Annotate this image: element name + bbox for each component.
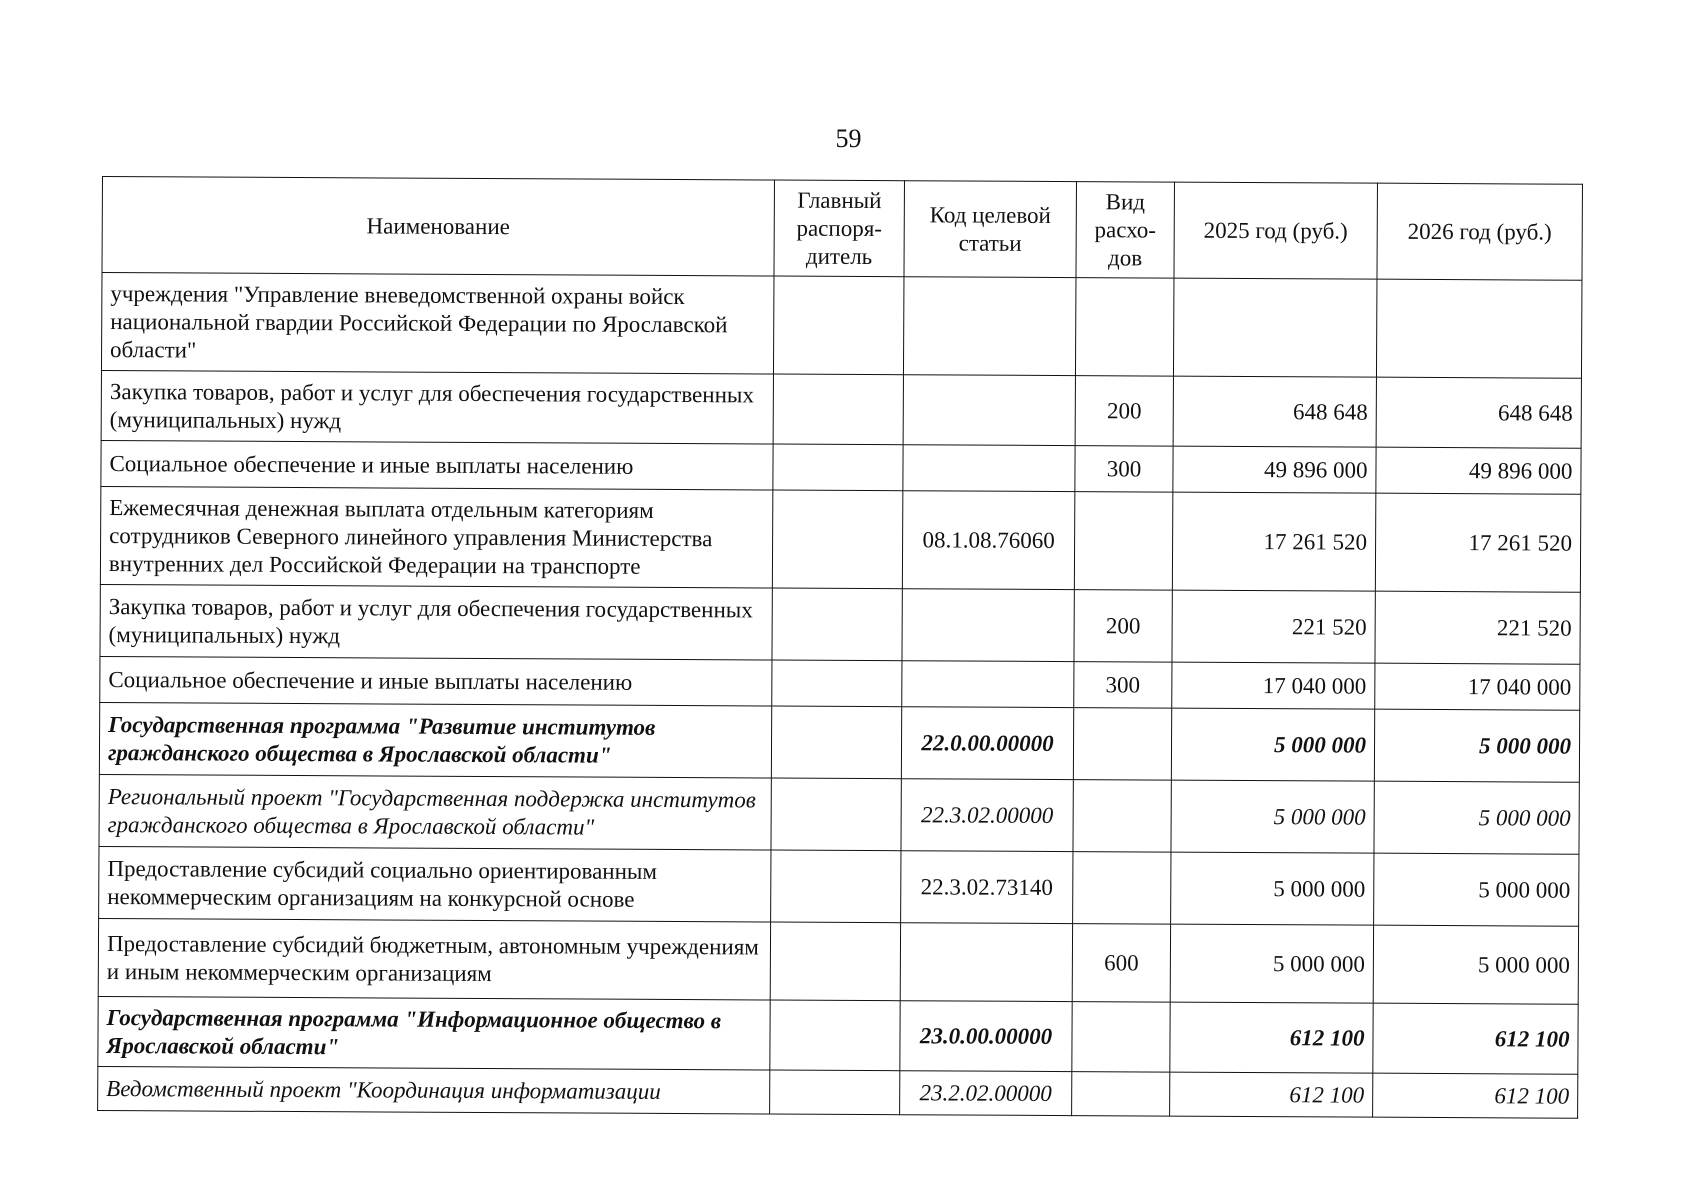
table-row xyxy=(101,273,1581,379)
row-admin xyxy=(772,588,902,661)
table-row xyxy=(98,996,1578,1074)
row-admin xyxy=(771,850,901,923)
row-name: Государственная программа "Информационное общество в Ярославской области" xyxy=(98,996,770,1070)
row-2026: 49 896 000 xyxy=(1376,447,1581,494)
row-2025 xyxy=(1173,278,1377,377)
row-2026: 612 100 xyxy=(1373,1003,1578,1074)
row-2025: 5 000 000 xyxy=(1171,780,1374,853)
row-admin xyxy=(771,778,901,851)
table-row xyxy=(99,846,1579,926)
page-number: 59 xyxy=(835,124,862,153)
row-kind xyxy=(1075,278,1174,377)
header-2026: 2026 год (руб.) xyxy=(1377,183,1582,280)
row-name: Ежемесячная денежная выплата отдельным категориям сотрудников Северного линейного управления Министерства внутренних дел Российской Федерации на транспорте xyxy=(100,486,773,588)
row-name: Предоставление субсидий бюджетным, автономным учреждениям и иным некоммерческим организациям xyxy=(98,918,770,1000)
header-code: Код целевой статьи xyxy=(904,181,1077,278)
header-name: Наименование xyxy=(102,177,774,277)
row-2026: 221 520 xyxy=(1375,591,1580,664)
row-2025: 612 100 xyxy=(1170,1072,1373,1117)
row-2026: 17 261 520 xyxy=(1375,493,1581,592)
row-kind xyxy=(1072,1002,1170,1073)
header-2025: 2025 год (руб.) xyxy=(1174,182,1377,279)
table-header xyxy=(102,177,1582,281)
row-2026: 5 000 000 xyxy=(1374,853,1579,926)
row-admin xyxy=(771,706,901,779)
row-name: учреждения "Управление вневедомственной охраны войск национальной гвардии Российской Федерации по Ярославской области" xyxy=(101,273,774,375)
row-2025: 5 000 000 xyxy=(1171,708,1374,781)
table-row xyxy=(101,440,1581,494)
row-admin xyxy=(773,374,903,445)
row-name: Социальное обеспечение и иные выплаты населению xyxy=(100,656,772,706)
table-row xyxy=(99,702,1579,782)
row-kind xyxy=(1073,708,1171,781)
row-kind xyxy=(1073,780,1171,853)
row-code: 08.1.08.76060 xyxy=(902,491,1075,590)
row-code xyxy=(903,277,1076,376)
row-code: 22.3.02.00000 xyxy=(901,779,1073,852)
row-name: Ведомственный проект "Координация информатизации xyxy=(98,1066,770,1114)
table-row xyxy=(100,486,1580,592)
row-name: Закупка товаров, работ и услуг для обеспечения государственных (муниципальных) нужд xyxy=(101,370,773,444)
row-2026: 648 648 xyxy=(1376,377,1581,448)
budget-table-container xyxy=(97,176,1582,1119)
row-admin xyxy=(772,660,902,707)
row-admin xyxy=(773,444,903,491)
table-row xyxy=(98,918,1578,1004)
row-2026: 5 000 000 xyxy=(1374,709,1579,782)
table-row xyxy=(101,370,1581,448)
row-name: Предоставление субсидий социально ориентированным некоммерческим организациям на конкурсной основе xyxy=(99,846,771,922)
row-kind xyxy=(1072,1072,1170,1117)
row-kind: 200 xyxy=(1075,376,1173,447)
row-name: Государственная программа "Развитие институтов гражданского общества в Ярославской области" xyxy=(99,702,771,778)
row-2025: 17 040 000 xyxy=(1172,662,1375,709)
row-admin xyxy=(773,276,904,375)
row-name: Региональный проект "Государственная поддержка институтов гражданского общества в Ярославской области" xyxy=(99,774,771,850)
table-body xyxy=(98,273,1582,1119)
row-code xyxy=(902,589,1074,662)
row-2026: 17 040 000 xyxy=(1375,663,1580,710)
row-code xyxy=(903,445,1075,492)
row-code xyxy=(902,661,1074,708)
row-code: 23.2.02.00000 xyxy=(900,1071,1072,1116)
row-kind: 200 xyxy=(1074,590,1172,663)
table-row xyxy=(100,656,1580,710)
table-row xyxy=(100,584,1580,664)
row-name: Социальное обеспечение и иные выплаты населению xyxy=(101,440,773,490)
row-2025: 221 520 xyxy=(1172,590,1375,663)
row-2026: 612 100 xyxy=(1373,1073,1578,1118)
row-2025: 612 100 xyxy=(1170,1002,1373,1073)
row-kind: 300 xyxy=(1075,446,1173,493)
row-admin xyxy=(772,490,903,589)
row-kind xyxy=(1074,492,1173,591)
row-kind: 600 xyxy=(1072,924,1170,1003)
row-2026: 5 000 000 xyxy=(1374,781,1579,854)
row-2026 xyxy=(1376,279,1582,378)
row-kind: 300 xyxy=(1074,662,1172,709)
table-row xyxy=(98,1066,1578,1118)
header-admin: Главный распоря-дитель xyxy=(774,180,905,277)
header-kind: Вид расхо-дов xyxy=(1076,182,1175,279)
row-code: 22.0.00.00000 xyxy=(901,707,1073,780)
row-admin xyxy=(770,1000,900,1071)
row-code: 22.3.02.73140 xyxy=(901,851,1073,924)
row-2026: 5 000 000 xyxy=(1373,925,1578,1004)
row-2025: 49 896 000 xyxy=(1173,446,1376,493)
table-row xyxy=(99,774,1579,854)
row-code xyxy=(900,923,1072,1002)
row-kind xyxy=(1073,852,1171,925)
row-admin xyxy=(770,922,900,1001)
row-code xyxy=(903,375,1075,446)
budget-table xyxy=(97,176,1583,1119)
row-name: Закупка товаров, работ и услуг для обеспечения государственных (муниципальных) нужд xyxy=(100,584,772,660)
row-admin xyxy=(770,1070,900,1115)
row-2025: 5 000 000 xyxy=(1170,924,1373,1003)
row-code: 23.0.00.00000 xyxy=(900,1001,1072,1072)
row-2025: 648 648 xyxy=(1173,376,1376,447)
row-2025: 5 000 000 xyxy=(1171,852,1374,925)
row-2025: 17 261 520 xyxy=(1172,492,1376,591)
